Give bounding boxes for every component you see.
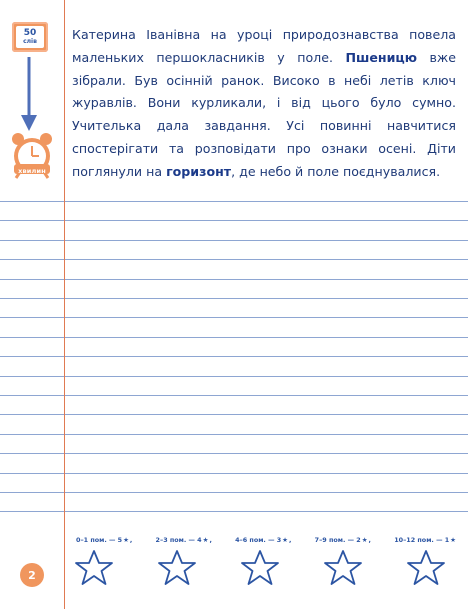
- word-count-unit: слів: [23, 38, 37, 45]
- star-rating: [74, 549, 446, 589]
- scale-item: 2–3 пом. — 4 ★ ,: [155, 536, 212, 544]
- keyword-wheat: Пшеницю: [345, 49, 417, 65]
- writing-line: [0, 337, 468, 338]
- scale-item: 0–1 пом. — 5 ★ ,: [76, 536, 133, 544]
- timer-label: хвилин: [18, 167, 46, 175]
- writing-line: [0, 279, 468, 280]
- star-icon[interactable]: [406, 549, 446, 587]
- writing-line: [0, 473, 468, 474]
- star-icon[interactable]: [323, 549, 363, 587]
- writing-line: [0, 453, 468, 454]
- writing-line: [0, 259, 468, 260]
- star-icon: ★: [282, 536, 288, 544]
- writing-line: [0, 220, 468, 221]
- text-part-2: вже зібрали. Був осінній ранок. Високо в небі летів ключ журавлів. Вони курликали, і від цього було сумно. Учителька дала завдання. Усі повинні навчитися спостерігати та розповідати про ознаки осені. Діти поглянули на: [72, 49, 456, 179]
- margin-rule: [64, 0, 65, 609]
- scale-item: 4–6 пом. — 3 ★ ,: [235, 536, 292, 544]
- scale-item: 10–12 пом. — 1 ★: [394, 536, 456, 544]
- text-part-1: Катерина Іванівна на уроці природознавства повела маленьких першокласників у поле.: [72, 27, 456, 65]
- scale-item: 7–9 пом. — 2 ★ ,: [314, 536, 371, 544]
- reading-text: [72, 24, 456, 184]
- star-icon[interactable]: [74, 549, 114, 587]
- writing-line: [0, 356, 468, 357]
- grading-scale: [76, 536, 456, 544]
- star-icon: ★: [450, 536, 456, 544]
- star-icon[interactable]: [240, 549, 280, 587]
- arrow-down-icon: [18, 55, 40, 135]
- writing-line: [0, 201, 468, 202]
- writing-line: [0, 376, 468, 377]
- writing-line: [0, 511, 468, 512]
- keyword-horizon: горизонт: [166, 163, 232, 179]
- writing-line: [0, 240, 468, 241]
- writing-line: [0, 414, 468, 415]
- text-part-3: , де небо й поле поєднувалися.: [231, 163, 441, 179]
- writing-line: [0, 434, 468, 435]
- word-count-badge: [12, 22, 48, 52]
- writing-line: [0, 395, 468, 396]
- star-icon: ★: [361, 536, 368, 544]
- star-icon: ★: [202, 536, 209, 544]
- writing-line: [0, 317, 468, 318]
- book-icon: [16, 26, 44, 48]
- page-number: 2: [20, 563, 44, 587]
- word-count: 50: [23, 28, 37, 38]
- star-icon[interactable]: [157, 549, 197, 587]
- writing-line: [0, 298, 468, 299]
- writing-line: [0, 492, 468, 493]
- star-icon: ★: [123, 536, 129, 544]
